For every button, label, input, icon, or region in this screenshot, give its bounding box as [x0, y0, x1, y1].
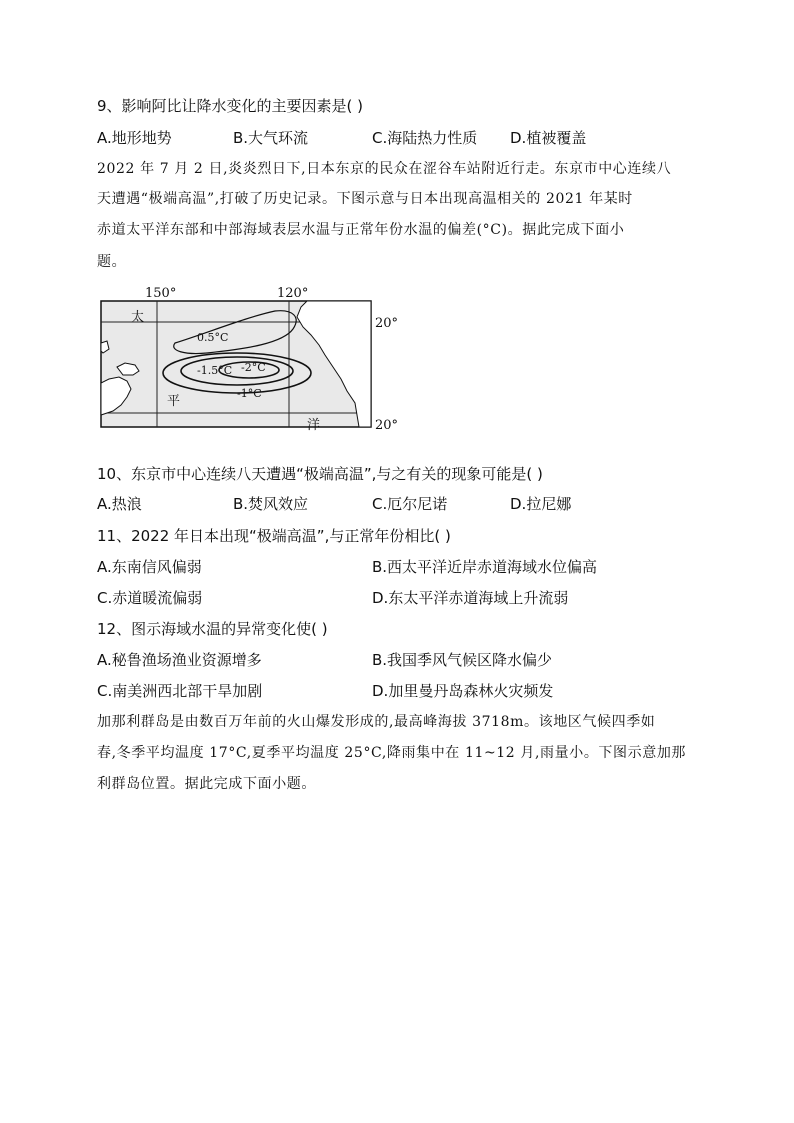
ocean-char-yang: 洋: [307, 418, 321, 433]
q9-option-d[interactable]: D.植被覆盖: [510, 129, 587, 147]
passage-1-line-2: 天遭遇“极端高温”,打破了历史记录。下图示意与日本出现高温相关的 2021 年某时: [97, 191, 633, 207]
question-12: 12、图示海域水温的异常变化使( ): [97, 620, 328, 638]
q9-option-b[interactable]: B.大气环流: [233, 129, 309, 147]
isotherm-label-minus-2: -2°C: [241, 361, 266, 374]
q10-option-b[interactable]: B.焚风效应: [233, 495, 309, 513]
q12-option-c[interactable]: C.南美洲西北部干旱加剧: [97, 682, 263, 700]
q11-option-c[interactable]: C.赤道暖流偏弱: [97, 589, 203, 607]
q11-option-a[interactable]: A.东南信风偏弱: [97, 558, 202, 576]
q10-option-c[interactable]: C.厄尔尼诺: [372, 495, 448, 513]
passage-1-line-1: 2022 年 7 月 2 日,炎炎烈日下,日本东京的民众在涩谷车站附近行走。东京市中心连续八: [97, 161, 672, 177]
question-10: 10、东京市中心连续八天遭遇“极端高温”,与之有关的现象可能是( ): [97, 465, 543, 483]
lon-label-150: 150°: [145, 286, 177, 301]
q12-option-d[interactable]: D.加里曼丹岛森林火灾频发: [372, 682, 554, 700]
isotherm-label-minus-1: -1°C: [237, 387, 262, 400]
lat-label-north: 20°: [375, 316, 399, 331]
q10-option-d[interactable]: D.拉尼娜: [510, 495, 572, 513]
passage-2-line-1: 加那利群岛是由数百万年前的火山爆发形成的,最高峰海拔 3718m。该地区气候四季如: [97, 714, 656, 730]
passage-1-line-3: 赤道太平洋东部和中部海域表层水温与正常年份水温的偏差(°C)。据此完成下面小: [97, 222, 625, 238]
q12-option-a[interactable]: A.秘鲁渔场渔业资源增多: [97, 651, 262, 669]
q9-option-c[interactable]: C.海陆热力性质: [372, 129, 478, 147]
isotherm-label-minus-1-5: -1.5°C: [197, 364, 233, 377]
q11-option-b[interactable]: B.西太平洋近岸赤道海域水位偏高: [372, 558, 598, 576]
q9-option-a[interactable]: A.地形地势: [97, 129, 172, 147]
sst-anomaly-map: [97, 283, 407, 435]
passage-2-line-2: 春,冬季平均温度 17°C,夏季平均温度 25°C,降雨集中在 11~12 月,雨量小。下图示意加那: [97, 745, 687, 761]
lat-label-south: 20°: [375, 418, 399, 433]
q12-option-b[interactable]: B.我国季风气候区降水偏少: [372, 651, 553, 669]
lon-label-120: 120°: [277, 286, 309, 301]
passage-2-line-3: 利群岛位置。据此完成下面小题。: [97, 776, 316, 792]
q11-option-d[interactable]: D.东太平洋赤道海域上升流弱: [372, 589, 569, 607]
ocean-char-ping: 平: [167, 394, 181, 409]
question-9: 9、影响阿比让降水变化的主要因素是( ): [97, 97, 364, 115]
q10-option-a[interactable]: A.热浪: [97, 495, 142, 513]
passage-1-line-4: 题。: [97, 254, 127, 270]
isotherm-label-0-5: 0.5°C: [197, 331, 229, 344]
ocean-char-tai: 太: [131, 310, 145, 325]
question-11: 11、2022 年日本出现“极端高温”,与正常年份相比( ): [97, 527, 451, 545]
